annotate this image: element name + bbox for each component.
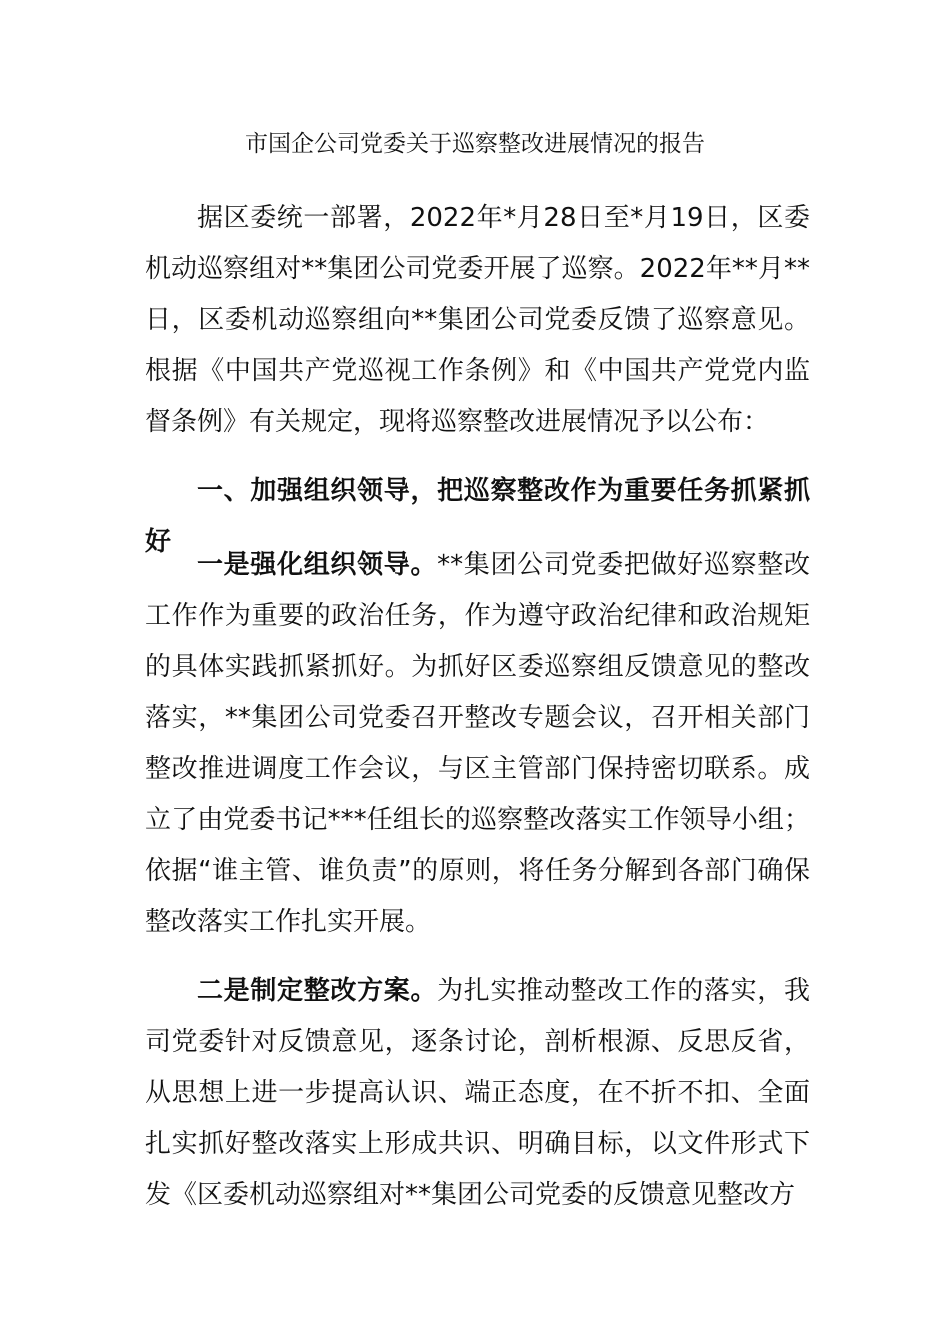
item-2-lead: 二是制定整改方案。 — [197, 976, 438, 1006]
section-heading-1: 一、加强组织领导，把巡察整改作为重要任务抓紧抓好 — [145, 476, 810, 557]
item-1-lead: 一是强化组织领导。 — [197, 550, 438, 580]
item-1-paragraph — [145, 540, 810, 948]
document-title: 市国企公司党委关于巡察整改进展情况的报告 — [245, 131, 705, 157]
intro-paragraph: 据区委统一部署，2022年*月28日至*月19日，区委机动巡察组对**集团公司党委开展了巡察。2022年**月**日，区委机动巡察组向**集团公司党委反馈了巡察意见。根据《中国共产党巡视工作条例》和《中国共产党党内监督条例》有关规定，现将巡察整改进展情况予以公布： — [145, 203, 810, 437]
item-2-paragraph — [145, 966, 810, 1221]
item-2-text: 为扎实推动整改工作的落实，我司党委针对反馈意见，逐条讨论，剖析根源、反思反省，从思想上进一步提高认识、端正态度，在不折不扣、全面扎实抓好整改落实上形成共识、明确目标，以文件形式下发《区委机动巡察组对**集团公司党委的反馈意见整改方 — [145, 976, 810, 1210]
item-1-text: **集团公司党委把做好巡察整改工作作为重要的政治任务，作为遵守政治纪律和政治规矩的具体实践抓紧抓好。为抓好区委巡察组反馈意见的整改落实，**集团公司党委召开整改专题会议，召开相关部门整改推进调度工作会议，与区主管部门保持密切联系。成立了由党委书记***任组长的巡察整改落实工作领导小组；依据“谁主管、谁负责”的原则，将任务分解到各部门确保整改落实工作扎实开展。 — [145, 550, 810, 937]
